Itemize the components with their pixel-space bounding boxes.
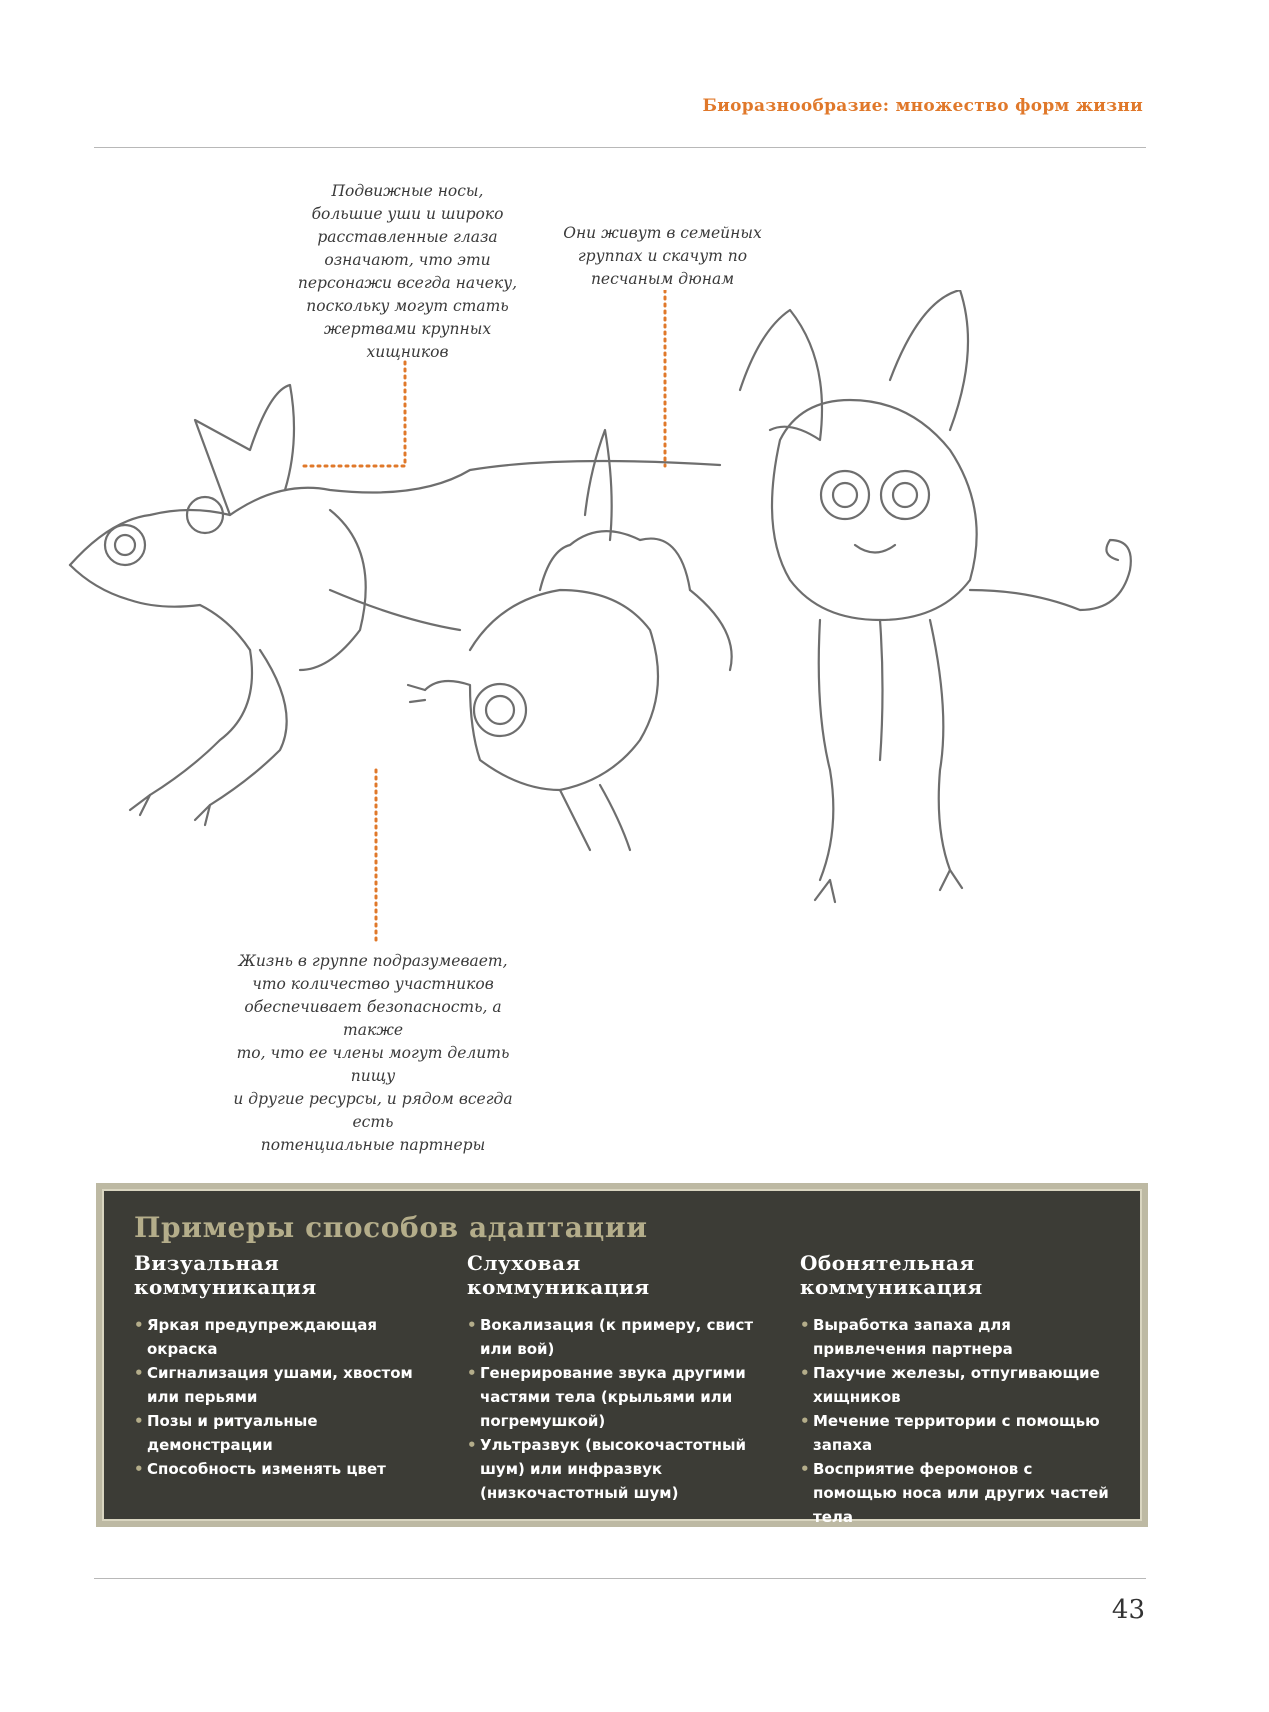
bullet-list	[467, 1313, 777, 1505]
page-number: 43	[1111, 1595, 1145, 1625]
callout-line: потенциальные партнеры	[260, 1136, 486, 1154]
column-heading	[134, 1251, 444, 1299]
list-item: • Восприятие феромонов с помощью носа или других частей тела	[800, 1457, 1110, 1529]
heading-line: Визуальная	[134, 1251, 280, 1275]
callout-line: хищников	[366, 343, 449, 361]
list-item: • Сигнализация ушами, хвостом или перьями	[134, 1361, 444, 1409]
callout-line: большие уши и широко	[311, 205, 504, 223]
list-item: • Ультразвук (высокочастотный шум) или инфразвук (низкочастотный шум)	[467, 1433, 777, 1505]
column-olfactory	[800, 1251, 1110, 1529]
callout-line: поскольку могут стать	[306, 297, 509, 315]
bullet-list	[800, 1313, 1110, 1529]
sidebar-panel	[102, 1189, 1142, 1526]
callout-line: что количество участников	[252, 975, 494, 993]
column-heading	[467, 1251, 777, 1299]
leader-lines	[302, 290, 665, 940]
adaptation-sidebar-box	[96, 1183, 1148, 1527]
callout-group	[218, 950, 528, 1157]
callout-line: жертвами крупных	[323, 320, 492, 338]
right-creature-sketch	[740, 290, 1131, 902]
heading-line: коммуникация	[800, 1275, 983, 1299]
heading-line: коммуникация	[134, 1275, 317, 1299]
callout-families	[555, 222, 770, 291]
callout-line: Они живут в семейных	[563, 224, 762, 242]
sidebar-title: Примеры способов адаптации	[134, 1211, 648, 1244]
callout-noses	[290, 180, 525, 364]
list-item: • Способность изменять цвет	[134, 1457, 444, 1481]
running-head: Биоразнообразие: множество форм жизни	[702, 96, 1143, 116]
list-item: • Пахучие железы, отпугивающие хищников	[800, 1361, 1110, 1409]
list-item: • Яркая предупреждающая окраска	[134, 1313, 444, 1361]
callout-line: группах и скачут по	[577, 247, 748, 265]
creature-sketch-illustration	[0, 290, 1269, 1050]
header-rule	[94, 147, 1146, 148]
list-item: • Позы и ритуальные демонстрации	[134, 1409, 444, 1457]
column-visual	[134, 1251, 444, 1481]
middle-creature-sketch	[408, 430, 732, 850]
list-item: • Выработка запаха для привлечения партнера	[800, 1313, 1110, 1361]
list-item: • Вокализация (к примеру, свист или вой)	[467, 1313, 777, 1361]
callout-line: обеспечивает безопасность, а также	[244, 998, 502, 1039]
list-item: • Генерирование звука другими частями тела (крыльями или погремушкой)	[467, 1361, 777, 1433]
bullet-list	[134, 1313, 444, 1481]
heading-line: коммуникация	[467, 1275, 650, 1299]
callout-line: песчаным дюнам	[590, 270, 735, 288]
callout-line: Жизнь в группе подразумевает,	[238, 952, 508, 970]
callout-line: персонажи всегда начеку,	[297, 274, 518, 292]
heading-line: Слуховая	[467, 1251, 581, 1275]
callout-line: то, что ее члены могут делить пищу	[236, 1044, 510, 1085]
list-item: • Мечение территории с помощью запаха	[800, 1409, 1110, 1457]
callout-line: Подвижные носы,	[331, 182, 484, 200]
footer-rule	[94, 1578, 1146, 1579]
callout-line: расставленные глаза	[317, 228, 498, 246]
column-heading	[800, 1251, 1110, 1299]
heading-line: Обонятельная	[800, 1251, 975, 1275]
column-auditory	[467, 1251, 777, 1505]
callout-line: и другие ресурсы, и рядом всегда есть	[233, 1090, 513, 1131]
callout-line: означают, что эти	[324, 251, 491, 269]
